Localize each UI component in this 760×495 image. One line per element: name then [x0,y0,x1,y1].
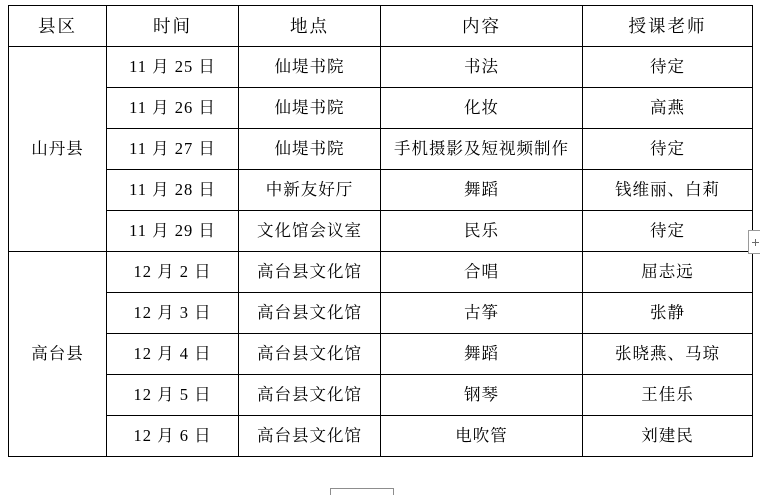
time-cell: 11 月 25 日 [107,47,239,88]
teacher-cell: 待定 [583,47,753,88]
column-header-place: 地点 [239,6,381,47]
time-cell: 12 月 4 日 [107,334,239,375]
place-cell: 高台县文化馆 [239,293,381,334]
teacher-cell: 张静 [583,293,753,334]
time-cell: 12 月 6 日 [107,416,239,457]
teacher-cell: 待定 [583,129,753,170]
table-row [9,252,753,293]
region-cell: 山丹县 [9,47,107,252]
place-cell: 高台县文化馆 [239,334,381,375]
content-cell: 手机摄影及短视频制作 [381,129,583,170]
column-header-time: 时间 [107,6,239,47]
column-header-teacher: 授课老师 [583,6,753,47]
table-row [9,416,753,457]
content-cell: 合唱 [381,252,583,293]
content-cell: 舞蹈 [381,170,583,211]
table-row [9,129,753,170]
page-bottom-tab [330,488,394,495]
place-cell: 文化馆会议室 [239,211,381,252]
teacher-cell: 王佳乐 [583,375,753,416]
table-row [9,293,753,334]
place-cell: 高台县文化馆 [239,375,381,416]
content-cell: 化妆 [381,88,583,129]
column-header-region: 县区 [9,6,107,47]
table-row [9,170,753,211]
teacher-cell: 屈志远 [583,252,753,293]
place-cell: 高台县文化馆 [239,252,381,293]
content-cell: 舞蹈 [381,334,583,375]
teacher-cell: 刘建民 [583,416,753,457]
place-cell: 高台县文化馆 [239,416,381,457]
teacher-cell: 高燕 [583,88,753,129]
table-header-row [9,6,753,47]
teacher-cell: 钱维丽、白莉 [583,170,753,211]
content-cell: 古筝 [381,293,583,334]
table-row [9,47,753,88]
table-row [9,211,753,252]
content-cell: 钢琴 [381,375,583,416]
time-cell: 12 月 3 日 [107,293,239,334]
time-cell: 11 月 27 日 [107,129,239,170]
time-cell: 12 月 5 日 [107,375,239,416]
region-cell: 高台县 [9,252,107,457]
place-cell: 仙堤书院 [239,129,381,170]
place-cell: 仙堤书院 [239,88,381,129]
content-cell: 民乐 [381,211,583,252]
time-cell: 11 月 29 日 [107,211,239,252]
teacher-cell: 待定 [583,211,753,252]
column-header-content: 内容 [381,6,583,47]
schedule-table [8,5,753,457]
table-row [9,375,753,416]
teacher-cell: 张晓燕、马琼 [583,334,753,375]
content-cell: 电吹管 [381,416,583,457]
table-row [9,88,753,129]
place-cell: 中新友好厅 [239,170,381,211]
table-row [9,334,753,375]
time-cell: 12 月 2 日 [107,252,239,293]
place-cell: 仙堤书院 [239,47,381,88]
time-cell: 11 月 28 日 [107,170,239,211]
content-cell: 书法 [381,47,583,88]
time-cell: 11 月 26 日 [107,88,239,129]
add-row-marker-icon[interactable] [748,230,760,254]
